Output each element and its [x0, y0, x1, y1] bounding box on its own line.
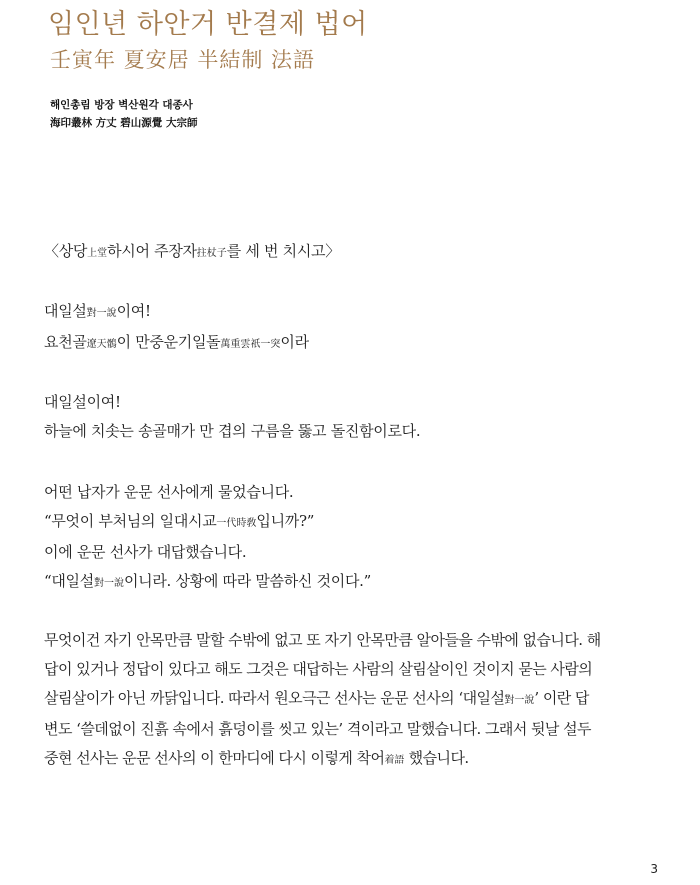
text-span: 이 만중운기일돌 [116, 333, 221, 351]
hanja-gloss: 上堂 [87, 248, 108, 259]
paragraph-dialogue [44, 478, 664, 598]
text-span: 이라 [280, 333, 309, 351]
text-span: 했습니다. [404, 749, 469, 767]
text-span: 중현 선사는 운문 선사의 이 한마디에 다시 이렇게 착어 [44, 749, 385, 767]
text-line: 어떤 납자가 운문 선사에게 물었습니다. [44, 483, 294, 501]
hanja-gloss: 一代時敎 [216, 518, 257, 529]
text-span: ’ 이란 답 [534, 689, 589, 707]
paragraph-commentary [44, 626, 664, 775]
hanja-gloss: 對一說 [93, 578, 124, 589]
text-line [44, 507, 664, 538]
text-span: “대일설 [44, 572, 94, 590]
hanja-gloss: 着語 [384, 755, 405, 766]
text-line [44, 297, 664, 328]
hanja-gloss: 萬重雲祇一突 [220, 339, 281, 350]
text-span: 요천골 [44, 333, 87, 351]
text-line: 대일설이여! [44, 393, 121, 411]
page-title-hanja: 壬寅年 夏安居 半結制 法語 [50, 48, 316, 72]
paragraph-verse-translation [44, 388, 664, 446]
paragraph-stage-direction [44, 237, 664, 268]
text-line [44, 567, 664, 598]
text-line: 하늘에 치솟는 송골매가 만 겹의 구름을 뚫고 돌진함이로다. [44, 422, 421, 440]
text-line: 변도 ‘쓸데없이 진흙 속에서 흙덩이를 씻고 있는’ 격이라고 말했습니다. 그래서 뒷날 설두 [44, 720, 591, 738]
text-span: 살림살이가 아닌 까닭입니다. 따라서 원오극근 선사는 운문 선사의 ‘대일설 [44, 689, 505, 707]
text-span: 이여! [116, 302, 151, 320]
hanja-gloss: 拄杖子 [196, 248, 227, 259]
hanja-gloss: 對一說 [86, 308, 117, 319]
text-span: 이니라. 상황에 따라 말씀하신 것이다.” [123, 572, 371, 590]
text-span: 〈상당 [44, 242, 88, 260]
text-line [44, 237, 664, 268]
hanja-gloss: 遼天鶻 [86, 339, 117, 350]
text-line: 이에 운문 선사가 대답했습니다. [44, 543, 247, 561]
text-line [44, 328, 664, 359]
hanja-gloss: 對一說 [504, 695, 535, 706]
paragraph-verse [44, 297, 664, 359]
text-span: 하시어 주장자 [107, 242, 197, 260]
text-span: 대일설 [44, 302, 87, 320]
page-title-korean: 임인년 하안거 반결제 법어 [48, 9, 368, 40]
text-line: 무엇이건 자기 안목만큼 말할 수밖에 없고 또 자기 안목만큼 알아들을 수밖에 없습니다. 해 [44, 631, 601, 649]
page-number: 3 [650, 862, 658, 876]
text-span: 입니까?” [256, 512, 315, 530]
text-line: 답이 있거나 정답이 있다고 해도 그것은 대답하는 사람의 살림살이인 것이지 묻는 사람의 [44, 660, 593, 678]
text-span: 를 세 번 치시고〉 [226, 242, 340, 260]
author-line-korean: 해인총림 방장 벽산원각 대종사 [50, 99, 193, 111]
text-line [44, 744, 664, 775]
author-line-hanja: 海印叢林 方丈 碧山源覺 大宗師 [50, 117, 198, 129]
text-line [44, 684, 664, 715]
text-span: “무엇이 부처님의 일대시교 [44, 512, 217, 530]
